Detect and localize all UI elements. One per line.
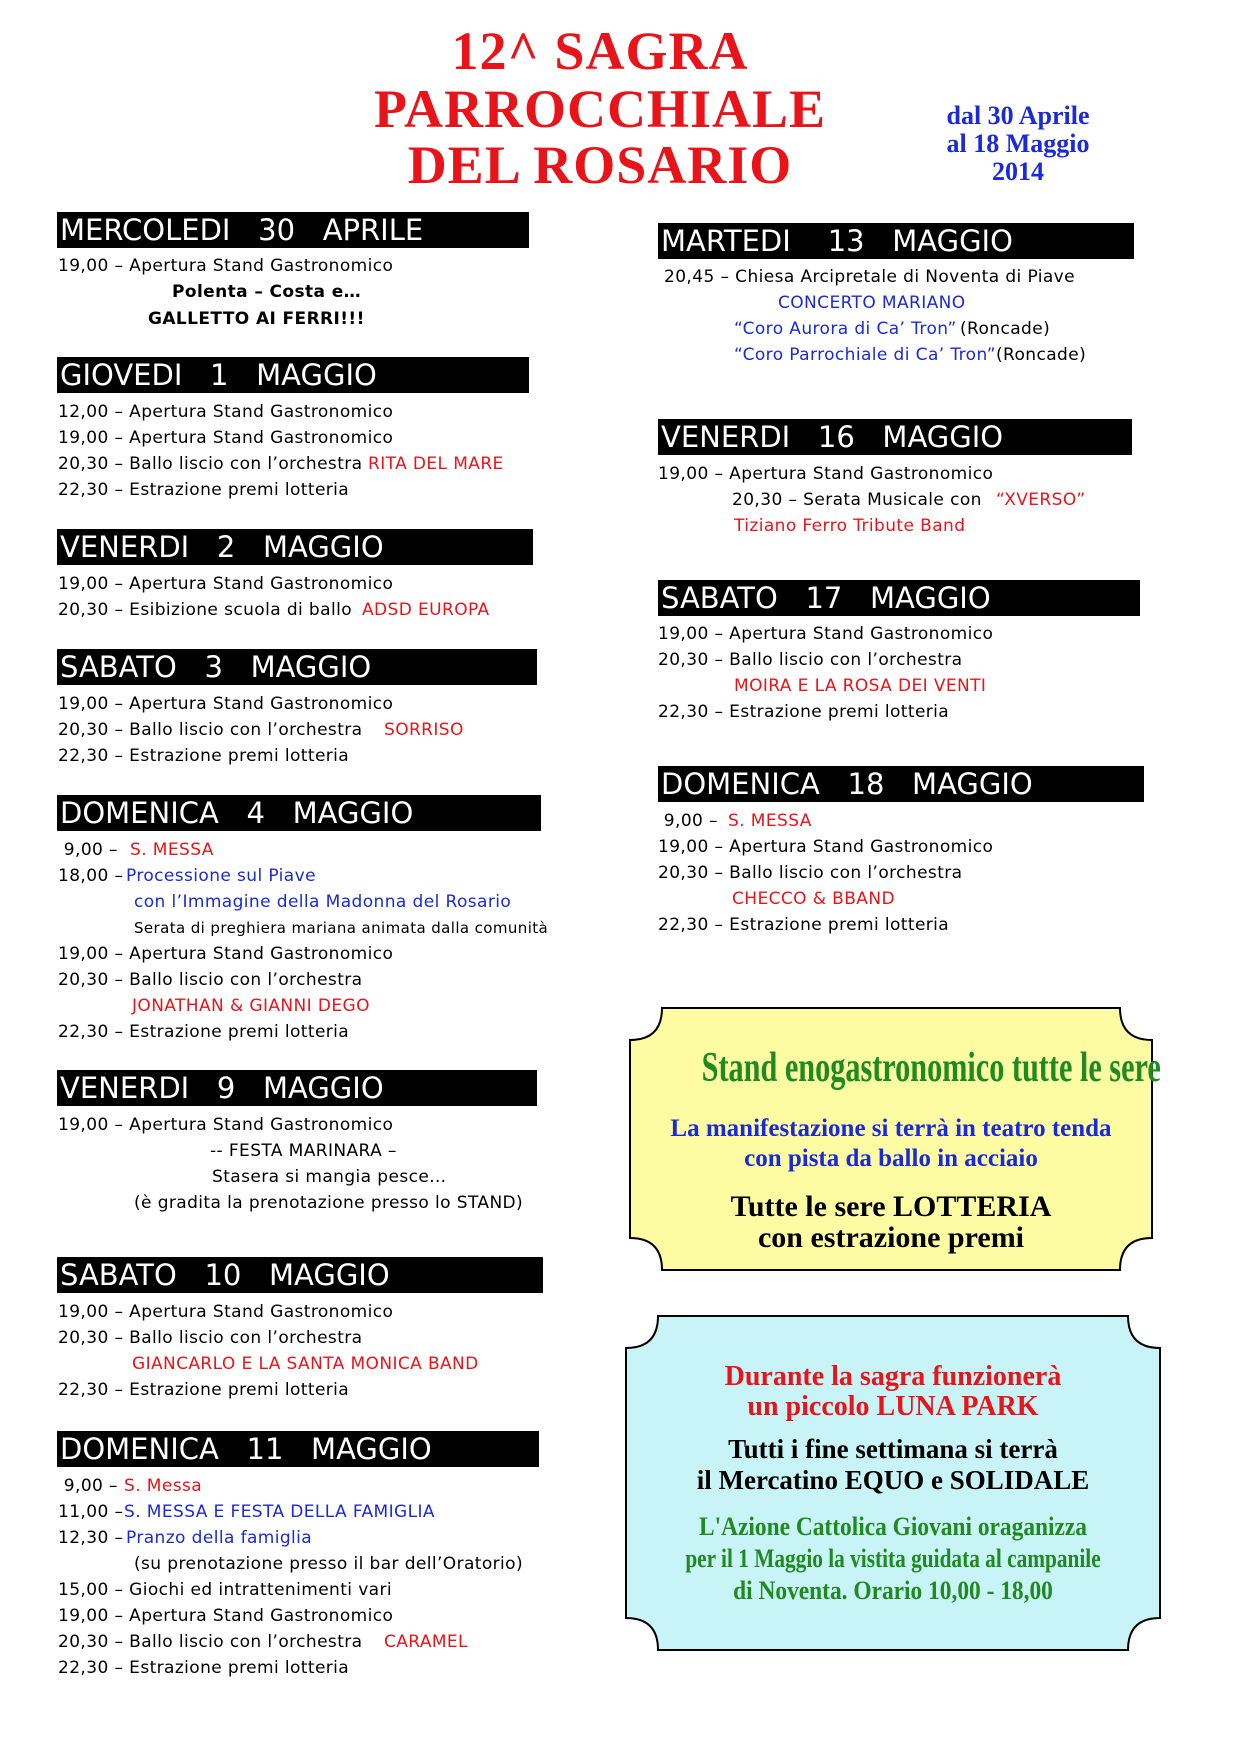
day-header-18-maggio: DOMENICA 18 MAGGIO (658, 766, 1144, 802)
day-header-9-maggio: VENERDI 9 MAGGIO (57, 1070, 537, 1106)
act-name: MOIRA E LA ROSA DEI VENTI (734, 676, 987, 696)
title-line-1: 12^ SAGRA (451, 21, 749, 81)
act-name: CARAMEL (384, 1632, 468, 1652)
title-line-3: DEL ROSARIO (407, 135, 793, 195)
event-name: Pranzo della famiglia (126, 1528, 313, 1548)
box-text: con pista da ballo in acciaio (744, 1145, 1038, 1172)
schedule-line: 9,00 – (58, 1476, 118, 1496)
act-name: GIANCARLO E LA SANTA MONICA BAND (132, 1354, 479, 1374)
event-detail: Serata di preghiera mariana animata dalla comunità (134, 919, 549, 937)
act-name: CHECCO & BBAND (732, 889, 895, 909)
schedule-line: 19,00 – Apertura Stand Gastronomico (58, 256, 394, 276)
act-name: S. MESSA (728, 811, 812, 831)
schedule-line: 19,00 – Apertura Stand Gastronomico (58, 574, 394, 594)
box-text: il Mercatino EQUO e SOLIDALE (696, 1465, 1090, 1495)
schedule-line: GALLETTO AI FERRI!!! (148, 309, 365, 329)
schedule-line: 19,00 – Apertura Stand Gastronomico (58, 1115, 394, 1135)
act-name: “XVERSO” (996, 490, 1086, 510)
event-detail: con l’Immagine della Madonna del Rosario (134, 892, 512, 912)
box-text: La manifestazione si terrà in teatro tenda (670, 1115, 1112, 1142)
schedule-line: 20,30 – Serata Musicale con (732, 490, 982, 510)
schedule-line: 22,30 – Estrazione premi lotteria (58, 1380, 350, 1400)
schedule-line: (su prenotazione presso il bar dell’Oratorio) (134, 1554, 524, 1574)
schedule-line: 19,00 – Apertura Stand Gastronomico (58, 944, 394, 964)
schedule-line: 22,30 – Estrazione premi lotteria (658, 702, 950, 722)
act-detail: Tiziano Ferro Tribute Band (734, 516, 966, 536)
act-name: JONATHAN & GIANNI DEGO (132, 996, 370, 1016)
schedule-line: 19,00 – Apertura Stand Gastronomico (58, 1302, 394, 1322)
schedule-line: 22,30 – Estrazione premi lotteria (658, 915, 950, 935)
event-name: CONCERTO MARIANO (778, 293, 966, 313)
act-name: ADSD EUROPA (362, 600, 490, 620)
info-box-luna-park (624, 1314, 1162, 1652)
box-text: per il 1 Maggio la vistita guidata al campanile (685, 1544, 1101, 1573)
date-from: dal 30 Aprile (946, 101, 1090, 130)
schedule-line: 18,00 – (58, 866, 124, 886)
choir-name: “Coro Parrochiale di Ca’ Tron” (734, 345, 996, 365)
event-name: S. MESSA E FESTA DELLA FAMIGLIA (124, 1502, 435, 1522)
act-name: S. Messa (124, 1476, 203, 1496)
day-header-16-maggio: VENERDI 16 MAGGIO (658, 419, 1132, 455)
box-text: Tutti i fine settimana si terrà (728, 1434, 1058, 1464)
act-name: SORRISO (384, 720, 464, 740)
schedule-line: 15,00 – Giochi ed intrattenimenti vari (58, 1580, 393, 1600)
date-range (918, 102, 1118, 186)
day-header-1-maggio: GIOVEDI 1 MAGGIO (57, 357, 529, 393)
schedule-line: 12,30 – (58, 1528, 124, 1548)
box-text: L'Azione Cattolica Giovani oraganizza (698, 1512, 1088, 1541)
schedule-line: 22,30 – Estrazione premi lotteria (58, 746, 350, 766)
schedule-line: 20,30 – Ballo liscio con l’orchestra (58, 970, 363, 990)
day-header-30-aprile: MERCOLEDI 30 APRILE (57, 212, 529, 248)
box-text: un piccolo LUNA PARK (747, 1391, 1039, 1422)
day-header-13-maggio: MARTEDI 13 MAGGIO (658, 223, 1134, 259)
schedule-line: 9,00 – (58, 840, 118, 860)
day-header-4-maggio: DOMENICA 4 MAGGIO (57, 795, 541, 831)
choir-location: (Roncade) (960, 319, 1051, 339)
schedule-line: 22,30 – Estrazione premi lotteria (58, 480, 350, 500)
schedule-line: 22,30 – Estrazione premi lotteria (58, 1022, 350, 1042)
day-header-17-maggio: SABATO 17 MAGGIO (658, 580, 1140, 616)
schedule-line: Polenta – Costa e… (172, 282, 362, 302)
schedule-line: 19,00 – Apertura Stand Gastronomico (658, 624, 994, 644)
title-line-2: PARROCCHIALE (373, 79, 826, 139)
event-name: Processione sul Piave (126, 866, 316, 886)
box-text: con estrazione premi (757, 1221, 1025, 1254)
day-header-2-maggio: VENERDI 2 MAGGIO (57, 529, 533, 565)
schedule-line: 20,30 – Ballo liscio con l’orchestra (658, 863, 963, 883)
schedule-line: 12,00 – Apertura Stand Gastronomico (58, 402, 394, 422)
stand-heading: Stand enogastronomico tutte le sere (701, 1045, 1161, 1091)
date-to: al 18 Maggio (946, 129, 1090, 158)
schedule-line: Stasera si mangia pesce… (212, 1167, 447, 1187)
schedule-line: 19,00 – Apertura Stand Gastronomico (58, 428, 394, 448)
date-year: 2014 (992, 157, 1044, 186)
schedule-line: 20,30 – Ballo liscio con l’orchestra (658, 650, 963, 670)
day-header-3-maggio: SABATO 3 MAGGIO (57, 649, 537, 685)
schedule-line: 19,00 – Apertura Stand Gastronomico (58, 694, 394, 714)
schedule-line: 20,30 – Ballo liscio con l’orchestra (58, 1632, 363, 1652)
schedule-line: 19,00 – Apertura Stand Gastronomico (658, 837, 994, 857)
schedule-line: 20,30 – Ballo liscio con l’orchestra (58, 1328, 363, 1348)
box-text: Tutte le sere LOTTERIA (730, 1190, 1052, 1223)
info-box-stand (628, 1006, 1161, 1272)
schedule-line: 20,30 – Ballo liscio con l’orchestra (58, 454, 363, 474)
schedule-line: 19,00 – Apertura Stand Gastronomico (658, 464, 994, 484)
schedule-line: 11,00 – (58, 1502, 124, 1522)
schedule-line: 22,30 – Estrazione premi lotteria (58, 1658, 350, 1678)
schedule-line: 20,30 – Esibizione scuola di ballo (58, 600, 352, 620)
choir-location: (Roncade) (996, 345, 1087, 365)
box-text: di Noventa. Orario 10,00 - 18,00 (733, 1576, 1053, 1605)
schedule-line: 19,00 – Apertura Stand Gastronomico (58, 1606, 394, 1626)
day-header-10-maggio: SABATO 10 MAGGIO (57, 1257, 543, 1293)
schedule-line: 20,30 – Ballo liscio con l’orchestra (58, 720, 363, 740)
schedule-line: -- FESTA MARINARA – (210, 1141, 397, 1161)
schedule-line: 9,00 – (658, 811, 718, 831)
act-name: S. MESSA (130, 840, 214, 860)
schedule-line: (è gradita la prenotazione presso lo STAND) (134, 1193, 524, 1213)
box-text: Durante la sagra funzionerà (724, 1361, 1062, 1392)
act-name: RITA DEL MARE (368, 454, 504, 474)
day-header-11-maggio: DOMENICA 11 MAGGIO (57, 1431, 539, 1467)
choir-name: “Coro Aurora di Ca’ Tron” (734, 319, 957, 339)
schedule-line: 20,45 – Chiesa Arcipretale di Noventa di Piave (664, 267, 1076, 287)
